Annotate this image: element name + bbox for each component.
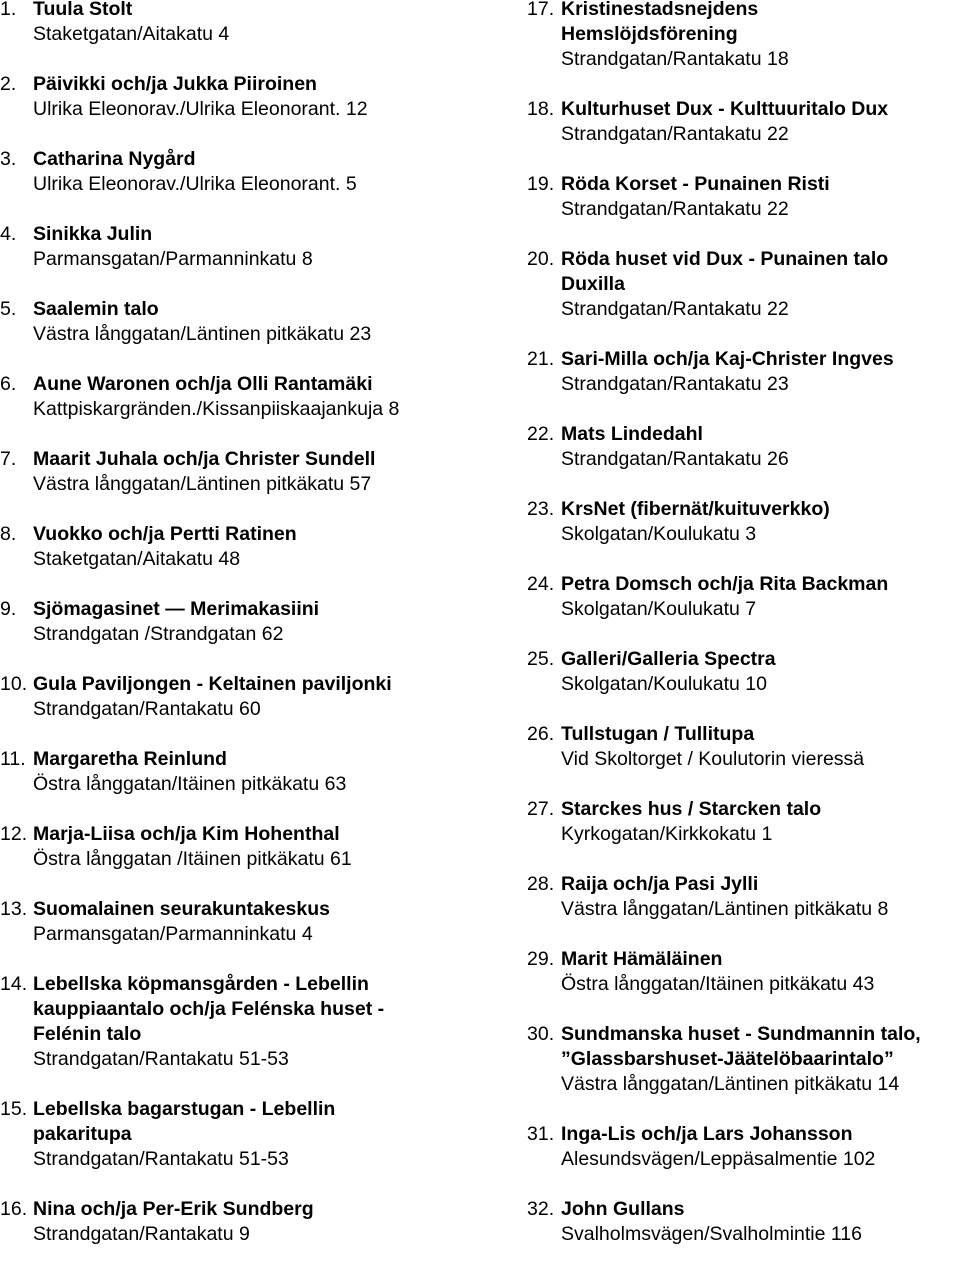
- list-item: [0, 522, 470, 597]
- item-name: Vuokko och/ja Pertti Ratinen: [33, 523, 297, 545]
- list-item: [0, 1097, 470, 1197]
- item-body: [561, 947, 960, 1022]
- item-body: [33, 972, 470, 1097]
- item-body: [561, 1197, 960, 1272]
- item-number: 4.: [0, 223, 17, 245]
- item-name: Mats Lindedahl: [561, 423, 703, 445]
- item-name: Nina och/ja Per-Erik Sundberg: [33, 1198, 314, 1220]
- item-address: Strandgatan/Rantakatu 51-53: [33, 1048, 289, 1070]
- list-item: [0, 1197, 470, 1272]
- item-number: 27.: [527, 798, 555, 820]
- item-body: [561, 422, 960, 497]
- list-item: [527, 247, 960, 347]
- item-name: John Gullans: [561, 1198, 685, 1220]
- item-body: [561, 347, 960, 422]
- list-item: [527, 347, 960, 422]
- item-address: Strandgatan/Rantakatu 22: [561, 298, 789, 320]
- item-body: [561, 247, 960, 347]
- item-number: 8.: [0, 523, 17, 545]
- item-address: Skolgatan/Koulukatu 7: [561, 598, 757, 620]
- list-item: [0, 747, 470, 822]
- item-number: 1.: [0, 0, 17, 20]
- item-address: Skolgatan/Koulukatu 3: [561, 523, 757, 545]
- list-item: [527, 97, 960, 172]
- item-number: 25.: [527, 648, 555, 670]
- item-name: Suomalainen seurakuntakeskus: [33, 898, 330, 920]
- item-number: 24.: [527, 573, 555, 595]
- item-body: [33, 0, 470, 72]
- item-body: [561, 0, 960, 97]
- item-body: [33, 822, 470, 897]
- list-item: [527, 0, 960, 97]
- list-item: [527, 172, 960, 247]
- item-number: 17.: [527, 0, 555, 20]
- item-number: 18.: [527, 98, 555, 120]
- item-name: Gula Paviljongen - Keltainen paviljonki: [33, 673, 392, 695]
- item-body: [33, 522, 470, 597]
- item-body: [561, 97, 960, 172]
- item-name: Aune Waronen och/ja Olli Rantamäki: [33, 373, 373, 395]
- item-address: Strandgatan/Rantakatu 60: [33, 698, 261, 720]
- item-name: Kulturhuset Dux - Kulttuuritalo Dux: [561, 98, 889, 120]
- item-address: Strandgatan/Rantakatu 51-53: [33, 1148, 289, 1170]
- item-number: 28.: [527, 873, 555, 895]
- item-number: 3.: [0, 148, 17, 170]
- item-number: 13.: [0, 898, 28, 920]
- item-number: 31.: [527, 1123, 555, 1145]
- list-item: [0, 597, 470, 672]
- item-address: Staketgatan/Aitakatu 4: [33, 23, 230, 45]
- item-number: 26.: [527, 723, 555, 745]
- item-name: Lebellska bagarstugan - Lebellin pakaritupa: [33, 1098, 336, 1145]
- item-address: Östra långgatan /Itäinen pitkäkatu 61: [33, 848, 352, 870]
- item-number: 9.: [0, 598, 17, 620]
- item-name: Margaretha Reinlund: [33, 748, 227, 770]
- item-address: Strandgatan/Rantakatu 22: [561, 198, 789, 220]
- item-number: 23.: [527, 498, 555, 520]
- item-number: 32.: [527, 1198, 555, 1220]
- list-item: [527, 422, 960, 497]
- left-column: [0, 0, 470, 1272]
- item-body: [561, 647, 960, 722]
- item-body: [33, 72, 470, 147]
- item-body: [33, 1097, 470, 1197]
- item-name: Sinikka Julin: [33, 223, 153, 245]
- item-address: Västra långgatan/Läntinen pitkäkatu 57: [33, 473, 372, 495]
- item-address: Strandgatan/Rantakatu 22: [561, 123, 789, 145]
- item-address: Vid Skoltorget / Koulutorin vieressä: [561, 748, 865, 770]
- item-name: Saalemin talo: [33, 298, 159, 320]
- item-name: Tullstugan / Tullitupa: [561, 723, 755, 745]
- item-address: Strandgatan/Rantakatu 23: [561, 373, 789, 395]
- list-item: [527, 647, 960, 722]
- item-body: [33, 147, 470, 222]
- item-number: 22.: [527, 423, 555, 445]
- item-name: Kristinestadsnejdens Hemslöjdsförening: [561, 0, 759, 45]
- item-name: Inga-Lis och/ja Lars Johansson: [561, 1123, 853, 1145]
- list-item: [0, 147, 470, 222]
- item-address: Västra långgatan/Läntinen pitkäkatu 8: [561, 898, 889, 920]
- list-item: [0, 372, 470, 447]
- item-number: 29.: [527, 948, 555, 970]
- item-body: [33, 897, 470, 972]
- item-address: Västra långgatan/Läntinen pitkäkatu 23: [33, 323, 372, 345]
- item-number: 15.: [0, 1098, 28, 1120]
- item-number: 21.: [527, 348, 555, 370]
- list-item: [527, 497, 960, 572]
- item-name: Catharina Nygård: [33, 148, 196, 170]
- item-number: 11.: [0, 748, 26, 770]
- item-body: [33, 597, 470, 672]
- item-name: Tuula Stolt: [33, 0, 133, 20]
- item-name: Sundmanska huset - Sundmannin talo, ”Glassbarshuset-Jäätelöbaarintalo”: [561, 1023, 921, 1070]
- item-body: [33, 222, 470, 297]
- item-name: Maarit Juhala och/ja Christer Sundell: [33, 448, 376, 470]
- item-body: [33, 372, 470, 447]
- item-body: [561, 497, 960, 572]
- item-body: [561, 872, 960, 947]
- item-address: Strandgatan/Rantakatu 9: [33, 1223, 250, 1245]
- item-address: Staketgatan/Aitakatu 48: [33, 548, 241, 570]
- list-item: [0, 222, 470, 297]
- item-number: 5.: [0, 298, 17, 320]
- item-address: Ulrika Eleonorav./Ulrika Eleonorant. 5: [33, 173, 357, 195]
- item-number: 14.: [0, 973, 28, 995]
- item-name: Starckes hus / Starcken talo: [561, 798, 822, 820]
- item-name: Röda huset vid Dux - Punainen talo Duxilla: [561, 248, 889, 295]
- item-number: 20.: [527, 248, 555, 270]
- item-body: [33, 1197, 470, 1272]
- item-address: Svalholmsvägen/Svalholmintie 116: [561, 1223, 862, 1245]
- list-item: [527, 947, 960, 1022]
- item-name: Marja-Liisa och/ja Kim Hohenthal: [33, 823, 340, 845]
- list-item: [527, 1122, 960, 1197]
- list-item: [527, 797, 960, 872]
- item-address: Alesundsvägen/Leppäsalmentie 102: [561, 1148, 876, 1170]
- list-item: [0, 672, 470, 747]
- item-body: [33, 672, 470, 747]
- item-address: Strandgatan/Rantakatu 26: [561, 448, 789, 470]
- item-number: 7.: [0, 448, 17, 470]
- item-body: [561, 1122, 960, 1197]
- list-item: [0, 447, 470, 522]
- item-number: 6.: [0, 373, 17, 395]
- item-name: Lebellska köpmansgården - Lebellin kauppiaantalo och/ja Felénska huset - Felénin talo: [33, 973, 385, 1045]
- item-number: 2.: [0, 73, 17, 95]
- item-address: Strandgatan /Strandgatan 62: [33, 623, 284, 645]
- list-item: [527, 722, 960, 797]
- item-number: 19.: [527, 173, 555, 195]
- item-name: Päivikki och/ja Jukka Piiroinen: [33, 73, 317, 95]
- item-number: 30.: [527, 1023, 555, 1045]
- list-item: [527, 872, 960, 947]
- list-item: [0, 0, 470, 72]
- item-name: Marit Hämäläinen: [561, 948, 723, 970]
- item-address: Skolgatan/Koulukatu 10: [561, 673, 767, 695]
- item-address: Kyrkogatan/Kirkkokatu 1: [561, 823, 773, 845]
- list-item: [527, 1022, 960, 1122]
- list-item: [527, 572, 960, 647]
- list-item: [0, 897, 470, 972]
- list-item: [0, 297, 470, 372]
- item-name: Sari-Milla och/ja Kaj-Christer Ingves: [561, 348, 894, 370]
- item-number: 16.: [0, 1198, 28, 1220]
- item-name: Röda Korset - Punainen Risti: [561, 173, 830, 195]
- item-address: Östra långgatan/Itäinen pitkäkatu 43: [561, 973, 875, 995]
- item-body: [33, 447, 470, 522]
- item-body: [561, 797, 960, 872]
- item-body: [33, 297, 470, 372]
- item-name: KrsNet (fibernät/kuituverkko): [561, 498, 830, 520]
- item-number: 12.: [0, 823, 28, 845]
- item-name: Petra Domsch och/ja Rita Backman: [561, 573, 889, 595]
- item-body: [561, 1022, 960, 1122]
- list-item: [0, 72, 470, 147]
- item-address: Parmansgatan/Parmanninkatu 8: [33, 248, 313, 270]
- item-name: Sjömagasinet — Merimakasiini: [33, 598, 320, 620]
- list-item: [0, 822, 470, 897]
- item-name: Raija och/ja Pasi Jylli: [561, 873, 759, 895]
- item-body: [33, 747, 470, 822]
- item-number: 10.: [0, 673, 28, 695]
- item-body: [561, 722, 960, 797]
- item-address: Östra långgatan/Itäinen pitkäkatu 63: [33, 773, 347, 795]
- item-address: Ulrika Eleonorav./Ulrika Eleonorant. 12: [33, 98, 368, 120]
- item-address: Västra långgatan/Läntinen pitkäkatu 14: [561, 1073, 900, 1095]
- right-column: [527, 0, 960, 1272]
- list-item: [527, 1197, 960, 1272]
- item-name: Galleri/Galleria Spectra: [561, 648, 776, 670]
- list-item: [0, 972, 470, 1097]
- item-body: [561, 572, 960, 647]
- item-address: Strandgatan/Rantakatu 18: [561, 48, 789, 70]
- item-address: Kattpiskargränden./Kissanpiiskaajankuja 8: [33, 398, 400, 420]
- item-address: Parmansgatan/Parmanninkatu 4: [33, 923, 313, 945]
- item-body: [561, 172, 960, 247]
